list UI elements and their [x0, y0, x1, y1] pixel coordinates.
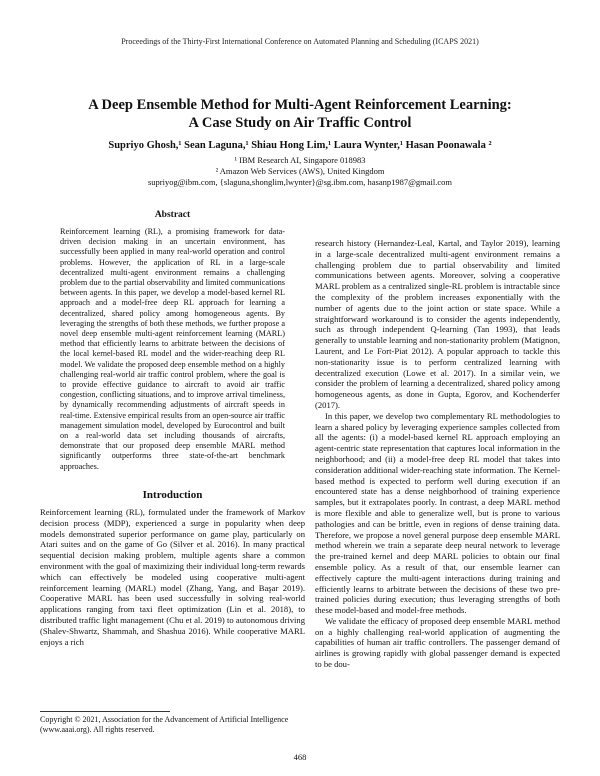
running-header: Proceedings of the Thirty-First International Conference on Automated Planning and Scheduling (ICAPS 2021) — [121, 37, 479, 46]
page-number: 468 — [293, 752, 307, 762]
paper-title — [40, 96, 560, 132]
introduction-body — [40, 507, 305, 647]
abstract-text: Reinforcement learning (RL), a promising framework for data-driven decision making in an uncertain environment, has successfully been applied in many real-world operation and control problems. However, the application of RL in a large-scale decentralized multi-agent environment remains a challenging problem due to the partial observability and limited communications between agents. In this paper, we develop a model-based kernel RL approach and a model-free deep RL approach for learning a decentralized, shared policy among homogeneous agents. By leveraging the strengths of both these methods, we further propose a novel deep ensemble multi-agent reinforcement learning (MARL) method that efficiently learns to arbitrate between the decisions of the local kernel-based RL model and the wider-reaching deep RL model. We validate the proposed deep ensemble method on a highly challenging real-world air traffic control problem, where the goal is to provide effective guidance to aircraft to avoid air traffic congestion, conflicting situations, and to improve arrival timeliness, by dynamically recommending adjustments of aircraft speeds in real-time. Extensive empirical results from an open-source air traffic management simulation model, developed by Eurocontrol and built on a real-world data set including thousands of aircrafts, demonstrate that our proposed deep ensemble MARL method significantly outperforms three state-of-the-art benchmark approaches. — [60, 227, 285, 471]
affiliation-1: ¹ IBM Research AI, Singapore 018983 — [234, 155, 366, 165]
intro-paragraph-1: Reinforcement learning (RL), formulated under the framework of Markov decision process (MDP), experienced a surge in popularity when deep models demonstrated superior performance on game play, particularly on Atari suites and on the game of Go (Silver et al. 2016). In many practical sequential decision making problem, multiple agents share a common environment with the goal of maximizing their individual long-term rewards which can effectively be modeled using cooperative multi-agent reinforcement learning (MARL) model (Zhang, Yang, and Başar 2019). Cooperative MARL has been used successfully in solving real-world applications ranging from taxi fleet optimization (Lin et al. 2018), to distributed traffic light management (Chu et al. 2019) to autonomous driving (Shalev-Shwartz, Shammah, and Shashua 2016). While cooperative MARL enjoys a rich — [40, 507, 305, 647]
footnote-rule — [40, 711, 170, 712]
copyright-notice: Copyright © 2021, Association for the Advancement of Artificial Intelligence (www.aaai.org). All rights reserved. — [40, 715, 289, 734]
right-paragraph-1: research history (Hernandez-Leal, Kartal, and Taylor 2019), learning in a large-scale decentralized multi-agent environment remains a challenging problem due to partial observability and limited communications between agents. Moreover, solving a cooperative MARL problem as a centralized single-RL problem is intractable since the complexity of the problem increases exponentially with the number of agents due to the joint action or state space. While a straightforward workaround is to consider the agents independently, such as through independent Q-learning (Tan 1993), that leads generally to unstable learning and non-stationarity problem (Matignon, Laurent, and Le Fort-Piat 2012). A popular approach to tackle this non-stationarity issue is to perform centralized learning with decentralized execution (Lowe et al. 2017). In a similar vein, we consider the problem of learning a decentralized, shared policy among homogeneous agents, as done in Gupta, Egorov, and Kochenderfer (2017). — [315, 238, 560, 410]
right-paragraph-2: In this paper, we develop two complementary RL methodologies to learn a shared policy by leveraging experience samples collected from all the agents: (i) a model-based kernel RL approach employing an agent-centric state representation that captures local information in the neighborhood; and (ii) a model-free deep RL model that takes into consideration additional wider-reaching state information. The Kernel-based method is expected to perform well during execution if an encountered state has a dense neighborhood of training experience samples, but it extrapolates poorly. In contrast, a deep MARL method is more flexible and able to generalize well, but is prone to various pathologies and can be brittle, even in regions of dense training data. Therefore, we propose a novel general purpose deep ensemble MARL method wherein we train a separate deep neural network to leverage the pre-trained kernel and deep MARL policies to obtain our final ensemble policy. As a result of that, our ensemble learner can effectively capture the multi-agent interactions during training and efficiently learns to arbitrate between the decisions of these two pre-trained policies during execution; thus leveraging strengths of both these model-based and model-free methods. — [315, 410, 560, 616]
author-list: Supriyo Ghosh,¹ Sean Laguna,¹ Shiau Hong Lim,¹ Laura Wynter,¹ Hasan Poonawala ² — [108, 140, 492, 151]
affiliation-2: ² Amazon Web Services (AWS), United Kingdom — [215, 166, 385, 176]
introduction-heading: Introduction — [142, 489, 203, 501]
title-line-2: A Case Study on Air Traffic Control — [188, 115, 412, 131]
title-line-1: A Deep Ensemble Method for Multi-Agent Reinforcement Learning: — [88, 97, 512, 113]
right-paragraph-3: We validate the efficacy of proposed deep ensemble MARL method on a highly challenging real-world application of augmenting the capabilities of human air traffic controllers. The passenger demand of airlines is growing rapidly with global passenger demand is expected to be dou- — [315, 615, 560, 670]
abstract-body — [60, 227, 285, 472]
abstract-heading: Abstract — [154, 210, 191, 220]
author-emails: supriyog@ibm.com, {slaguna,shonglim,lwynter}@sg.ibm.com, hasanp1987@gmail.com — [147, 177, 453, 187]
right-column — [315, 238, 560, 670]
